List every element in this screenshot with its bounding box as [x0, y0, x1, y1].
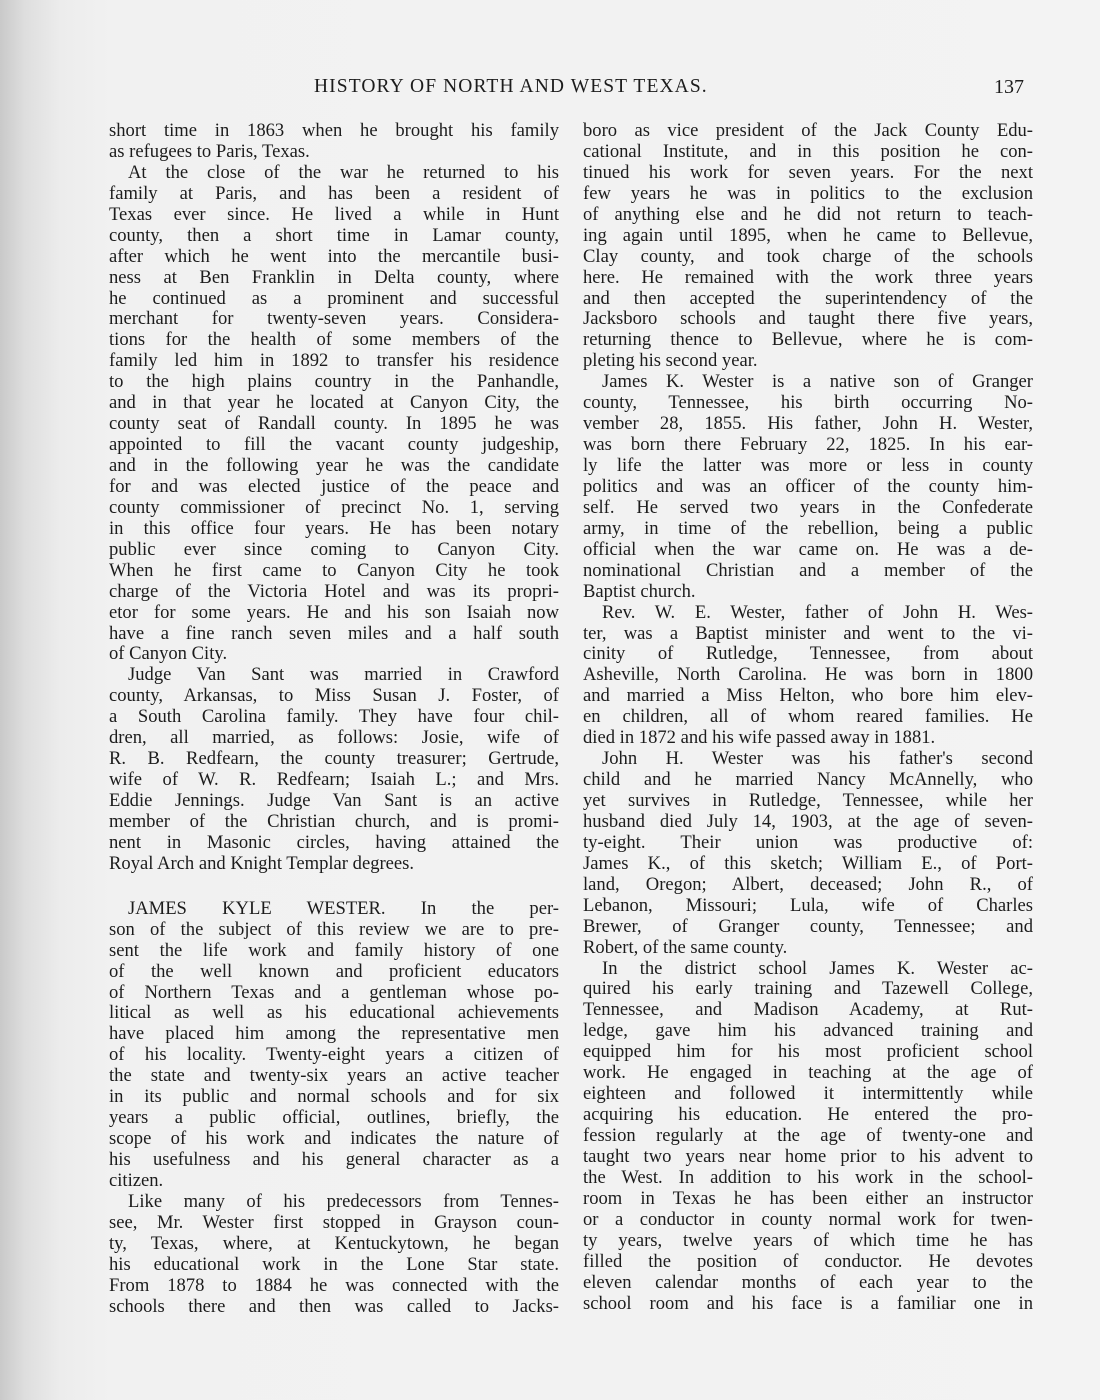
text-line: sent the life work and family history of one	[109, 939, 559, 961]
text-line: school room and his face is a familiar one in	[583, 1292, 1033, 1314]
text-line: From 1878 to 1884 he was connected with the	[109, 1274, 559, 1296]
running-head	[0, 76, 1100, 102]
text-line: ter, was a Baptist minister and went to the vi-	[583, 622, 1033, 644]
text-line: and then accepted the superintendency of the	[583, 287, 1033, 309]
text-line: quired his early training and Tazewell College,	[583, 978, 1033, 1000]
text-line: years a public official, outlines, briefly, the	[109, 1107, 559, 1129]
text-line: ty years, twelve years of which time he has	[583, 1229, 1033, 1251]
text-line: after which he went into the mercantile busi-	[109, 245, 559, 267]
text-line: fession regularly at the age of twenty-one and	[583, 1125, 1033, 1146]
left-column	[109, 121, 559, 1318]
text-line: Robert, of the same county.	[583, 936, 788, 958]
text-line: county seat of Randall county. In 1895 he was	[109, 413, 559, 435]
text-line: politics and was an officer of the county him-	[583, 475, 1033, 497]
text-line: see, Mr. Wester first stopped in Grayson coun-	[109, 1211, 559, 1233]
text-line: litical as well as his educational achievements	[109, 1002, 559, 1024]
text-line: Judge Van Sant was married in Crawford	[128, 664, 559, 686]
paragraph	[583, 749, 1033, 958]
text-line: and married a Miss Helton, who bore him elev-	[583, 685, 1033, 707]
text-line: cinity of Rutledge, Tennessee, from about	[583, 643, 1033, 665]
text-line: for and was elected justice of the peace and	[109, 475, 559, 497]
text-line: of his locality. Twenty-eight years a citizen of	[109, 1044, 559, 1066]
text-line: of the well known and proficient educators	[109, 960, 559, 982]
text-line: dren, all married, as follows: Josie, wife of	[109, 727, 559, 749]
text-line: merchant for twenty-seven years. Considera-	[109, 308, 559, 330]
text-line: James K. Wester is a native son of Granger	[602, 371, 1033, 393]
text-line: his educational work in the Lone Star state.	[109, 1253, 559, 1275]
text-line: tinued his work for seven years. For the next	[583, 161, 1033, 183]
text-line: public ever since coming to Canyon City.	[109, 538, 559, 560]
text-line: was born there February 22, 1825. In his ear-	[583, 434, 1033, 456]
text-line: Lebanon, Missouri; Lula, wife of Charles	[583, 894, 1033, 916]
text-line: en children, all of whom reared families. He	[583, 706, 1033, 728]
text-line: of anything else and he did not return to teach-	[583, 203, 1033, 225]
text-line: in this office four years. He has been notary	[109, 517, 559, 539]
text-line: short time in 1863 when he brought his family	[109, 120, 559, 141]
text-line: James K., of this sketch; William E., of Port-	[583, 852, 1033, 874]
text-line: Like many of his predecessors from Tennes-	[128, 1190, 559, 1212]
text-line: ing again until 1895, when he came to Bellevue,	[583, 224, 1033, 246]
paragraph	[583, 372, 1033, 602]
text-line: boro as vice president of the Jack County Edu-	[583, 120, 1033, 141]
text-line: the West. In addition to his work in the school-	[583, 1166, 1033, 1188]
text-line: Royal Arch and Knight Templar degrees.	[109, 852, 415, 874]
text-line: vember 28, 1855. His father, John H. Wester,	[583, 413, 1033, 435]
paragraph	[583, 121, 1033, 372]
text-line: official when the war came on. He was a de-	[583, 538, 1033, 560]
text-line: eighteen and followed it intermittently while	[583, 1083, 1033, 1105]
text-line: army, in time of the rebellion, being a public	[583, 517, 1033, 539]
text-line: appointed to fill the vacant county judgeship,	[109, 434, 559, 456]
text-line: Asheville, North Carolina. He was born in 1800	[583, 664, 1033, 686]
right-column	[583, 121, 1033, 1314]
text-line: taught two years near home prior to his advent to	[583, 1145, 1033, 1167]
text-line: schools there and then was called to Jacks-	[109, 1295, 559, 1317]
text-line: husband died July 14, 1903, at the age of seven-	[583, 810, 1033, 832]
text-line: he continued as a prominent and successful	[109, 287, 559, 309]
text-line: citizen.	[109, 1169, 164, 1191]
text-line: ness at Ben Franklin in Delta county, where	[109, 266, 559, 288]
text-line: to the high plains country in the Panhandle,	[109, 371, 559, 393]
text-line: R. B. Redfearn, the county treasurer; Gertrude,	[109, 748, 559, 770]
text-line: Jacksboro schools and taught there five years,	[583, 308, 1033, 330]
text-line: John H. Wester was his father's second	[602, 748, 1033, 770]
text-line: JAMES KYLE WESTER. In the per-	[128, 897, 559, 919]
text-line: his usefulness and his general character as a	[109, 1149, 559, 1170]
text-line: a South Carolina family. They have four chil-	[109, 706, 559, 728]
section-gap	[109, 875, 559, 899]
text-line: scope of his work and indicates the nature of	[109, 1128, 559, 1150]
paragraph	[109, 121, 559, 163]
text-line: have placed him among the representative men	[109, 1023, 559, 1045]
text-line: Texas ever since. He lived a while in Hunt	[109, 203, 559, 225]
text-line: ty, Texas, where, at Kentuckytown, he began	[109, 1232, 559, 1254]
text-line: nominational Christian and a member of the	[583, 559, 1033, 581]
text-line: died in 1872 and his wife passed away in 1881.	[583, 727, 936, 749]
text-line: of Northern Texas and a gentleman whose po-	[109, 981, 559, 1003]
paragraph	[109, 163, 559, 666]
text-line: room in Texas he has been either an instructor	[583, 1187, 1033, 1209]
text-line: equipped him for his most proficient school	[583, 1041, 1033, 1063]
text-line: Eddie Jennings. Judge Van Sant is an active	[109, 790, 559, 811]
text-line: Brewer, of Granger county, Tennessee; and	[583, 915, 1033, 937]
text-line: county commissioner of precinct No. 1, serving	[109, 496, 559, 518]
text-line: here. He remained with the work three years	[583, 266, 1033, 288]
text-line: tions for the health of some members of the	[109, 329, 559, 351]
text-line: filled the position of conductor. He devotes	[583, 1250, 1033, 1272]
text-line: Rev. W. E. Wester, father of John H. Wes-	[602, 601, 1033, 623]
paragraph	[109, 665, 559, 874]
text-line: pleting his second year.	[583, 350, 758, 372]
text-line: and in the following year he was the candidate	[109, 455, 559, 476]
text-line: When he first came to Canyon City he took	[109, 559, 559, 581]
text-line: of Canyon City.	[109, 643, 228, 665]
text-line: land, Oregon; Albert, deceased; John R., of	[583, 873, 1033, 895]
text-line: charge of the Victoria Hotel and was its propri-	[109, 580, 559, 602]
text-line: ty-eight. Their union was productive of:	[583, 831, 1033, 853]
text-line: etor for some years. He and his son Isaiah now	[109, 601, 559, 623]
text-line: Tennessee, and Madison Academy, at Rut-	[583, 999, 1033, 1021]
text-line: self. He served two years in the Confederate	[583, 496, 1033, 518]
paragraph	[109, 1192, 559, 1318]
text-line: and in that year he located at Canyon City, the	[109, 392, 559, 414]
text-line: family at Paris, and has been a resident of	[109, 182, 559, 204]
paragraph	[583, 603, 1033, 750]
paragraph	[583, 959, 1033, 1315]
text-line: work. He engaged in teaching at the age of	[583, 1062, 1033, 1084]
text-line: Baptist church.	[583, 580, 696, 602]
text-line: ledge, gave him his advanced training and	[583, 1020, 1033, 1042]
text-line: wife of W. R. Redfearn; Isaiah L.; and Mrs.	[109, 769, 559, 791]
text-line: county, Arkansas, to Miss Susan J. Foster, of	[109, 685, 559, 707]
text-line: in its public and normal schools and for six	[109, 1086, 559, 1108]
text-line: county, Tennessee, his birth occurring No-	[583, 392, 1033, 414]
text-line: At the close of the war he returned to his	[128, 161, 559, 183]
text-line: returning thence to Bellevue, where he is com-	[583, 329, 1033, 351]
text-line: or a conductor in county normal work for twen-	[583, 1208, 1033, 1230]
text-line: the state and twenty-six years an active teacher	[109, 1065, 559, 1087]
text-line: eleven calendar months of each year to the	[583, 1271, 1033, 1293]
text-line: member of the Christian church, and is promi-	[109, 810, 559, 832]
text-line: yet survives in Rutledge, Tennessee, while her	[583, 790, 1033, 811]
text-line: Clay county, and took charge of the schools	[583, 245, 1033, 267]
text-line: cational Institute, and in this position he con-	[583, 140, 1033, 162]
text-line: child and he married Nancy McAnnelly, who	[583, 769, 1033, 791]
page-number: 137	[994, 76, 1024, 98]
paragraph	[109, 899, 559, 1192]
text-line: have a fine ranch seven miles and a half south	[109, 622, 559, 644]
text-line: In the district school James K. Wester ac-	[602, 957, 1033, 979]
text-line: acquiring his education. He entered the pro-	[583, 1104, 1033, 1126]
text-line: nent in Masonic circles, having attained the	[109, 831, 559, 853]
text-line: son of the subject of this review we are to pre-	[109, 918, 559, 940]
text-line: ly life the latter was more or less in county	[583, 455, 1033, 476]
text-line: county, then a short time in Lamar county,	[109, 224, 559, 246]
text-line: family led him in 1892 to transfer his residence	[109, 350, 559, 372]
text-line: as refugees to Paris, Texas.	[109, 140, 310, 162]
text-line: few years he was in politics to the exclusion	[583, 182, 1033, 204]
running-title: HISTORY OF NORTH AND WEST TEXAS.	[314, 76, 708, 97]
